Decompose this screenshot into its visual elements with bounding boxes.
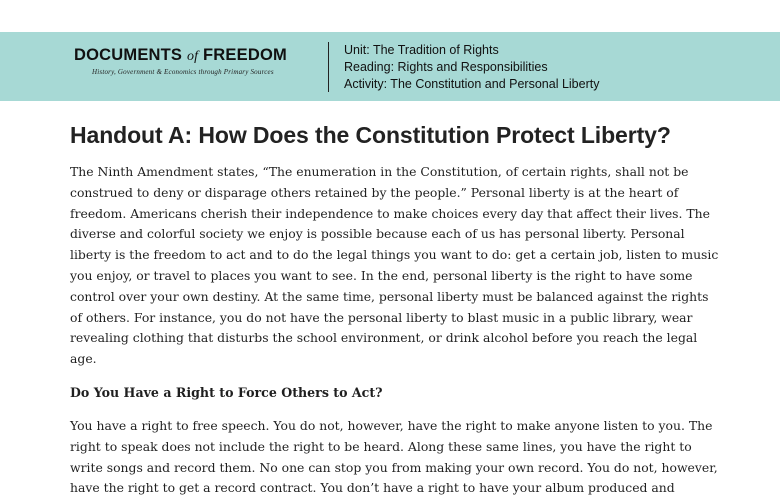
page-title: Handout A: How Does the Constitution Protect Liberty? (70, 122, 671, 148)
activity-label: Activity: The Constitution and Personal Liberty (344, 77, 600, 91)
header-divider (328, 42, 329, 92)
body-paragraph-2: You have a right to free speech. You do not, however, have the right to make anyone listen to you. The right to speak does not include the right to be heard. Along these same lines, you have the right to write songs and record them. No one can stop you from making your own record. You do not, however, have the right to get a record contract. You don’t have a right to have your album produced and (70, 418, 718, 496)
header-banner (0, 32, 780, 101)
brand-title-end: FREEDOM (203, 46, 287, 64)
unit-label: Unit: The Tradition of Rights (344, 43, 499, 57)
body-paragraph-1: The Ninth Amendment states, “The enumeration in the Constitution, of certain rights, shall not be construed to deny or disparage others retained by the people.” Personal liberty is at the heart of freedom. Americans cherish their independence to make choices every day that affect their lives. The diverse and colorful society we enjoy is possible because each of us has personal liberty. Personal liberty is the freedom to act and to do the legal things you want to do: get a certain job, listen to music you enjoy, or travel to places you want to see. In the end, personal liberty is the right to have some control over your own destiny. At the same time, personal liberty must be balanced against the rights of others. For instance, you do not have the personal liberty to blast music in a public library, wear revealing clothing that disturbs the school environment, or drink alcohol before you reach the legal age. (70, 164, 719, 367)
section-heading: Do You Have a Right to Force Others to Act? (70, 385, 383, 400)
brand-title-main: DOCUMENTS (74, 46, 183, 64)
brand-subtitle: History, Government & Economics through Primary Sources (92, 68, 274, 76)
brand-title-of: of (186, 49, 199, 64)
reading-label: Reading: Rights and Responsibilities (344, 60, 548, 74)
unit-info (344, 42, 599, 93)
brand-title (74, 45, 324, 67)
brand-logo (74, 45, 324, 76)
